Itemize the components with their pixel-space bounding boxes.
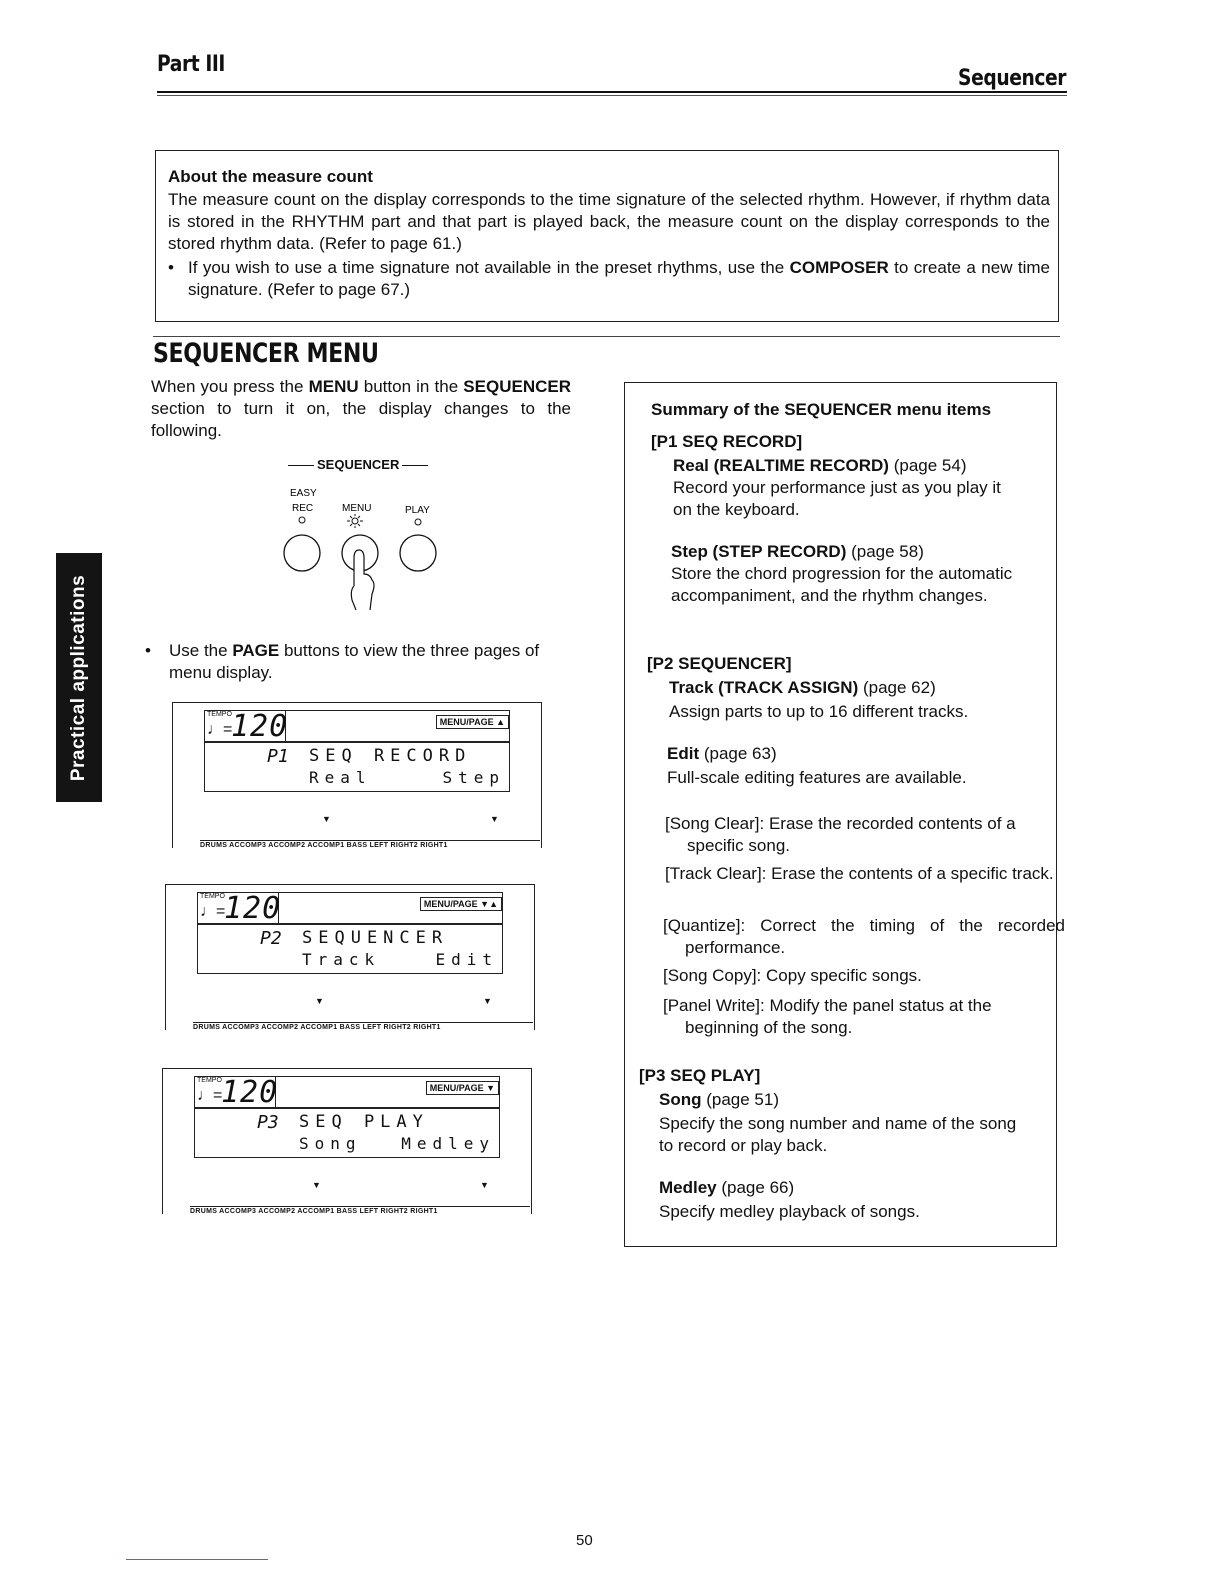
section-divider [153, 336, 1060, 337]
edit-subitem-term: [Song Clear]: [665, 814, 765, 833]
note-text: The measure count on the display corresponds to the time signature of the selected rhythm. However, if rhythm data is stored in the RHYTHM part and that part is played back, the measure count on the display corresponds to the stored rhythm data. (Refer to page 61.) [168, 190, 1050, 253]
tempo-value: 120 [224, 891, 282, 926]
intro-mid: button in the [358, 377, 464, 396]
track-item [669, 677, 936, 699]
play-led-icon [415, 519, 421, 525]
lcd-main [204, 742, 510, 792]
part-labels: DRUMS ACCOMP3 ACCOMP2 ACCOMP1 BASS LEFT RIGHT2 RIGHT1 [200, 840, 540, 849]
header-rule-thin [157, 95, 1067, 96]
rec-button-icon [284, 535, 320, 571]
page-buttons-bullet [145, 640, 570, 684]
edit-subitem [663, 995, 1065, 1039]
page-number: 50 [576, 1532, 593, 1549]
note-title: About the measure count [168, 167, 373, 186]
tempo-value: 120 [231, 709, 289, 744]
tempo-box [197, 891, 282, 926]
real-page: (page 54) [888, 456, 967, 475]
lcd-menubar [276, 1076, 500, 1108]
panel-title [285, 457, 431, 472]
edit-subitem [663, 915, 1065, 959]
edit-subitem-term: [Quantize]: [663, 916, 746, 935]
edit-item [667, 743, 777, 765]
edit-desc: Full-scale editing features are available. [667, 768, 967, 787]
edit-subitem [665, 813, 1065, 857]
footer-link-line [126, 1559, 268, 1560]
p1-heading: [P1 SEQ RECORD] [651, 432, 803, 451]
summary-title: Summary of the SEQUENCER menu items [651, 400, 992, 419]
step-item [671, 541, 924, 563]
edit-subitem [665, 863, 1065, 885]
page-bullet-bold: PAGE [232, 641, 280, 660]
edit-subitem-desc: Erase the contents of a specific track. [766, 864, 1054, 883]
intro-paragraph [151, 376, 571, 442]
note-bullet [168, 257, 1050, 301]
lcd-line1: SEQ PLAY [299, 1112, 429, 1132]
edit-subitem-desc: Modify the panel status at the beginning of the song. [685, 996, 992, 1037]
step-page: (page 58) [846, 542, 924, 561]
medley-desc: Specify medley playback of songs. [659, 1202, 920, 1221]
edit-subitem-term: [Song Copy]: [663, 966, 762, 985]
lcd-option-left: Real [309, 768, 372, 787]
note-icon: ♩= [207, 721, 233, 738]
bullet-icon: • [168, 258, 174, 277]
tempo-label: TEMPO [197, 1077, 222, 1084]
lcd-option-right: Step [442, 768, 505, 787]
lcd-display-p3 [162, 1068, 532, 1224]
track-term: Track (TRACK ASSIGN) [669, 678, 859, 697]
real-desc: Record your performance just as you play it on the keyboard. [673, 478, 1001, 519]
step-term: Step (STEP RECORD) [671, 542, 847, 561]
summary-box [624, 382, 1065, 1247]
edit-subitem-desc: Copy specific songs. [761, 966, 922, 985]
track-desc: Assign parts to up to 16 different tracks. [669, 702, 969, 721]
menu-label: MENU [342, 503, 372, 514]
menu-page-indicator: MENU/PAGE ▼ [426, 1081, 499, 1095]
menu-led-icon [352, 518, 358, 524]
song-page: (page 51) [701, 1090, 779, 1109]
part-labels: DRUMS ACCOMP3 ACCOMP2 ACCOMP1 BASS LEFT RIGHT2 RIGHT1 [193, 1022, 533, 1031]
menu-page-indicator: MENU/PAGE ▲ [436, 715, 509, 729]
real-item [673, 455, 966, 477]
lcd-option-right: Edit [435, 950, 498, 969]
play-button-icon [400, 535, 436, 571]
tempo-box [194, 1075, 279, 1110]
menu-led-rays-icon [347, 514, 363, 528]
medley-page: (page 66) [716, 1178, 795, 1197]
sequencer-panel-diagram [272, 478, 452, 628]
tempo-box [204, 709, 289, 744]
medley-term: Medley [659, 1178, 717, 1197]
lcd-display-p1 [172, 702, 542, 858]
step-desc: Store the chord progression for the automatic accompaniment, and the rhythm changes. [671, 564, 1013, 605]
side-tab [56, 553, 102, 802]
tempo-label: TEMPO [200, 893, 225, 900]
edit-subitem-term: [Track Clear]: [665, 864, 767, 883]
edit-subitem-desc: Erase the recorded contents of a specific song. [687, 814, 1016, 855]
page-title: SEQUENCER MENU [153, 338, 379, 369]
easy-label: EASY [290, 488, 317, 499]
tempo-label: TEMPO [207, 711, 232, 718]
edit-subitem-desc: Correct the timing of the recorded performance. [685, 916, 1065, 957]
intro-bold-menu: MENU [308, 377, 359, 396]
page-number-indicator: P2 [260, 928, 282, 949]
down-arrow-icon: ▼ [315, 996, 324, 1006]
bullet-icon: • [145, 641, 151, 660]
rec-label: REC [292, 503, 314, 514]
section-label: Sequencer [957, 66, 1066, 91]
note-bullet-post: to create a new time signature. (Refer to page 67.) [188, 258, 1050, 299]
part-label: Part III [157, 52, 225, 77]
lcd-main [194, 1108, 500, 1158]
lcd-option-left: Track [302, 950, 381, 969]
intro-post: section to turn it on, the display changes to the following. [151, 399, 571, 440]
note-icon: ♩= [200, 903, 226, 920]
panel-title-text: SEQUENCER [317, 457, 400, 472]
note-box [155, 150, 1059, 322]
song-desc: Specify the song number and name of the song to record or play back. [659, 1114, 1017, 1155]
menu-page-indicator: MENU/PAGE ▼▲ [420, 897, 502, 911]
down-arrow-icon: ▼ [490, 814, 499, 824]
lcd-menubar [279, 892, 503, 924]
header-rule [157, 91, 1067, 93]
down-arrow-icon: ▼ [480, 1180, 489, 1190]
page-number-indicator: P3 [257, 1112, 279, 1133]
p2-heading: [P2 SEQUENCER] [647, 654, 792, 673]
side-tab-label: Practical applications [68, 574, 89, 781]
intro-bold-sequencer: SEQUENCER [463, 377, 571, 396]
lcd-main [197, 924, 503, 974]
down-arrow-icon: ▼ [322, 814, 331, 824]
note-bullet-pre: If you wish to use a time signature not available in the preset rhythms, use the [188, 258, 790, 277]
page-number-indicator: P1 [267, 746, 289, 767]
rec-led-icon [299, 517, 305, 523]
play-label: PLAY [405, 505, 430, 516]
note-icon: ♩= [197, 1087, 223, 1104]
edit-subitem-term: [Panel Write]: [663, 996, 765, 1015]
lcd-option-right: Medley [401, 1134, 495, 1153]
lcd-display-p2 [165, 884, 535, 1040]
song-item [659, 1089, 779, 1111]
p3-heading: [P3 SEQ PLAY] [639, 1066, 761, 1085]
part-labels: DRUMS ACCOMP3 ACCOMP2 ACCOMP1 BASS LEFT RIGHT2 RIGHT1 [190, 1206, 530, 1215]
intro-pre: When you press the [151, 377, 309, 396]
page-bullet-post: buttons to view the three pages of menu display. [169, 641, 540, 682]
song-term: Song [659, 1090, 702, 1109]
page-bullet-pre: Use the [169, 641, 233, 660]
edit-subitem [663, 965, 1065, 987]
lcd-menubar [286, 710, 510, 742]
down-arrow-icon: ▼ [483, 996, 492, 1006]
track-page: (page 62) [858, 678, 936, 697]
lcd-option-left: Song [299, 1134, 362, 1153]
lcd-line1: SEQ RECORD [309, 746, 472, 766]
medley-item [659, 1177, 794, 1199]
down-arrow-icon: ▼ [312, 1180, 321, 1190]
note-bullet-bold: COMPOSER [789, 258, 889, 277]
tempo-value: 120 [221, 1075, 279, 1110]
edit-term: Edit [667, 744, 700, 763]
real-term: Real (REALTIME RECORD) [673, 456, 889, 475]
edit-page: (page 63) [699, 744, 777, 763]
lcd-line1: SEQUENCER [302, 928, 449, 948]
